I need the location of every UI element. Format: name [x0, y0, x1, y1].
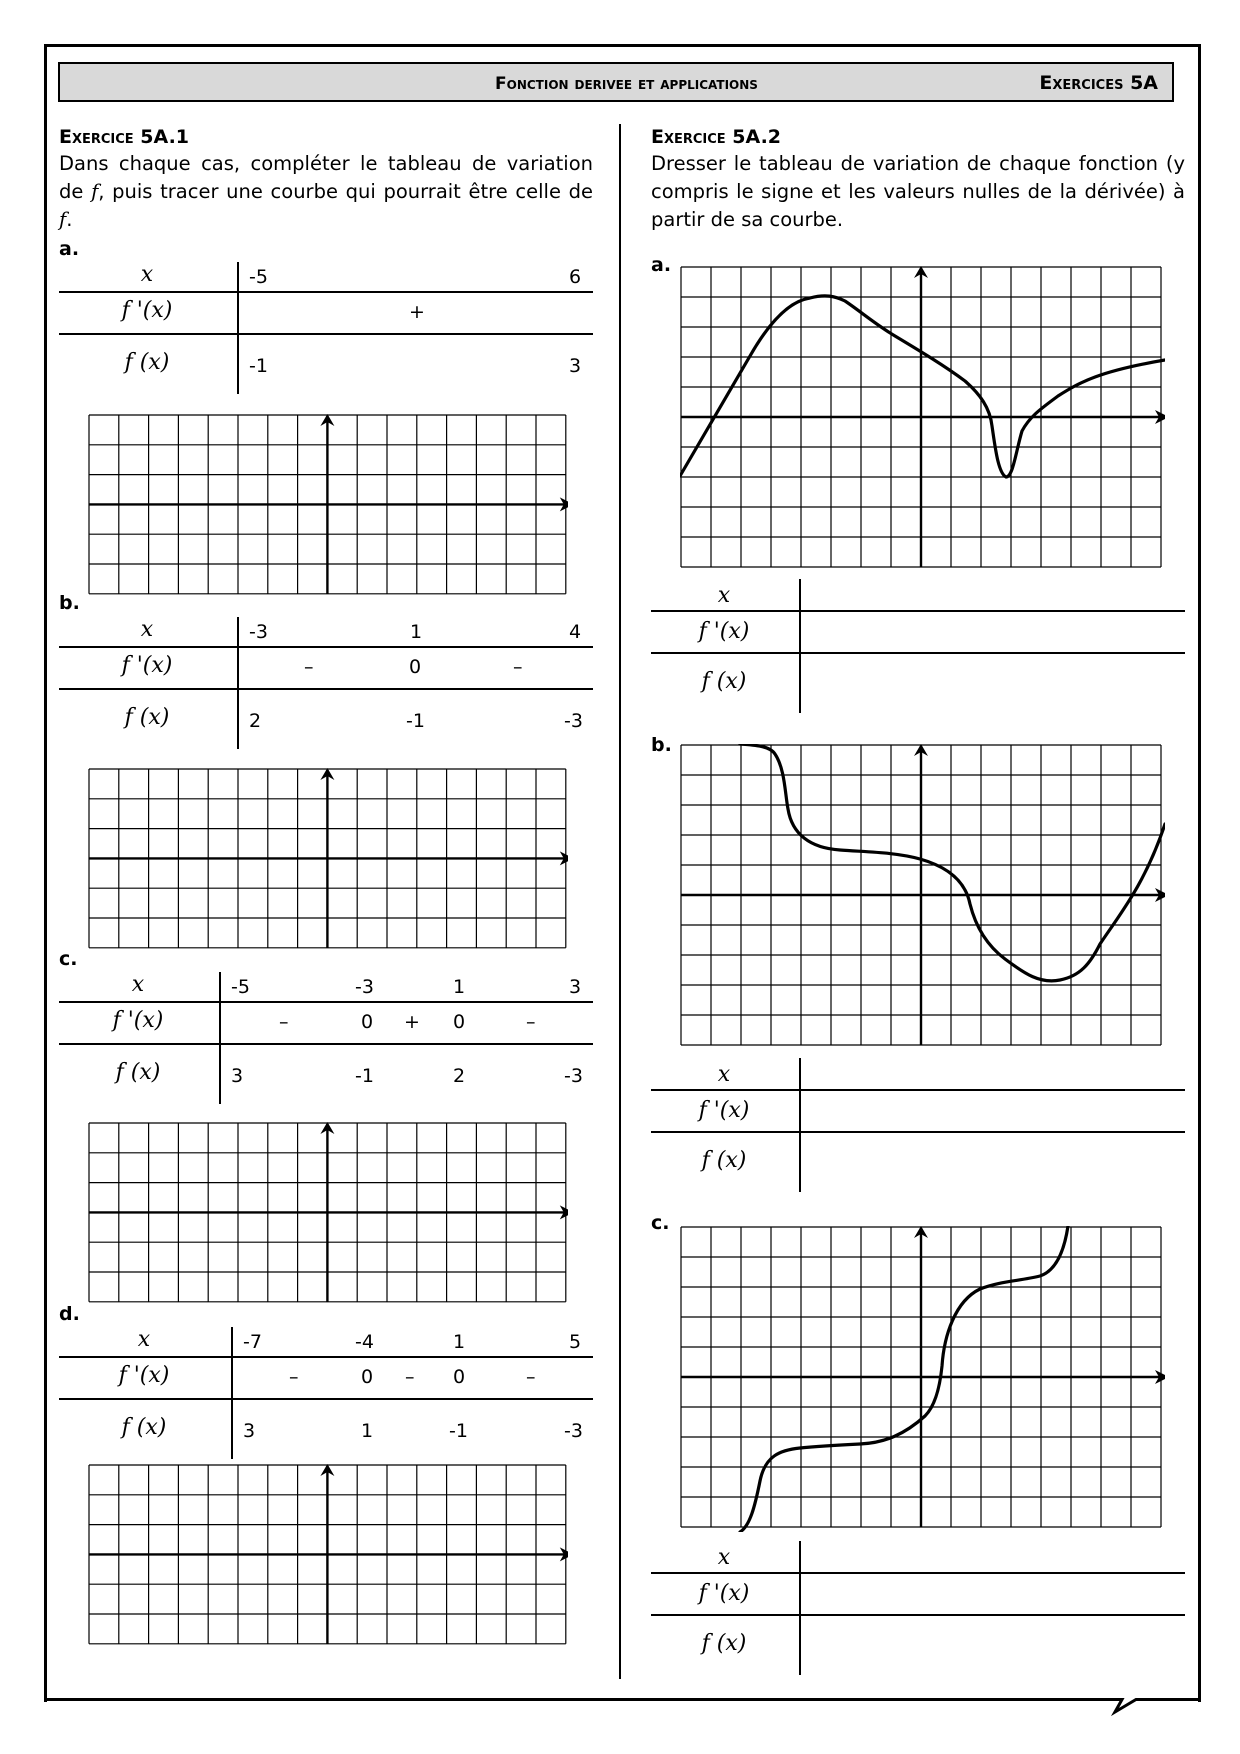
vt-x-header: x: [131, 972, 145, 997]
header-exercise-set: Exercices 5A: [1039, 72, 1158, 94]
header-title: Fonction derivee et applications: [495, 74, 758, 94]
vt-divider: [799, 1541, 801, 1675]
vt-fp-header: f '(x): [698, 619, 750, 644]
vt-f-value: 1: [361, 1420, 374, 1442]
vt-divider: [219, 972, 221, 1104]
blank-grid-1c[interactable]: [88, 1122, 568, 1304]
blank-grid-1a[interactable]: [88, 414, 568, 596]
vt-fp-header: f '(x): [698, 1098, 750, 1123]
vt-fp-header: f '(x): [121, 298, 173, 323]
vt-x-value: -5: [249, 266, 268, 288]
ex2-item-label-b: b.: [651, 734, 672, 756]
vt-fp-sign: +: [409, 301, 425, 323]
vt-divider: [799, 579, 801, 713]
vt-x-value: 4: [569, 621, 582, 643]
vt-fp-sign: 0: [453, 1366, 466, 1388]
vt-fp-sign: –: [289, 1366, 299, 1388]
vt-f-value: -3: [564, 1420, 583, 1442]
blank-grid-1d[interactable]: [88, 1464, 568, 1646]
vt-fp-header: f '(x): [698, 1581, 750, 1606]
vt-rule: [59, 333, 593, 335]
variation-table-1c: [59, 968, 593, 1104]
ex1-item-label-c: c.: [59, 948, 78, 970]
vt-x-value: -5: [231, 976, 250, 998]
ex1-item-label-b: b.: [59, 592, 80, 614]
instr-part: , puis tracer une courbe qui pourrait être celle de: [98, 180, 594, 203]
vt-rule: [651, 1572, 1185, 1574]
vt-f-value: -1: [355, 1065, 374, 1087]
vt-x-value: 3: [569, 976, 582, 998]
exercise-2-title: Exercice 5A.2: [651, 126, 782, 148]
vt-f-value: -1: [249, 355, 268, 377]
page-bottom-border: [44, 1698, 1198, 1718]
variation-table-2c: [651, 1541, 1185, 1675]
vt-rule: [651, 610, 1185, 612]
vt-x-value: -7: [243, 1331, 262, 1353]
vt-rule: [59, 1043, 593, 1045]
vt-rule: [651, 652, 1185, 654]
vt-rule: [651, 1131, 1185, 1133]
curve-graph-2b: [680, 744, 1165, 1050]
vt-fp-sign: 0: [409, 656, 422, 678]
column-divider: [619, 124, 621, 1679]
vt-divider: [799, 1058, 801, 1192]
curve-graph-2a: [680, 266, 1165, 572]
ex1-item-label-a: a.: [59, 238, 80, 260]
vt-fp-sign: 0: [453, 1011, 466, 1033]
vt-fp-sign: –: [304, 656, 314, 678]
vt-rule: [59, 1356, 593, 1358]
variation-table-2b: [651, 1058, 1185, 1192]
vt-x-header: x: [137, 1327, 151, 1352]
vt-fp-header: f '(x): [112, 1008, 164, 1033]
vt-fp-sign: –: [279, 1011, 289, 1033]
vt-rule: [59, 646, 593, 648]
vt-x-header: x: [140, 262, 154, 287]
vt-x-header: x: [717, 1545, 731, 1570]
vt-x-value: 1: [453, 1331, 466, 1353]
vt-f-value: -1: [449, 1420, 468, 1442]
vt-rule: [651, 1089, 1185, 1091]
vt-x-value: -3: [249, 621, 268, 643]
vt-x-value: 6: [569, 266, 582, 288]
vt-x-value: -4: [355, 1331, 374, 1353]
vt-f-value: -3: [564, 1065, 583, 1087]
vt-fp-sign: –: [526, 1011, 536, 1033]
header-bar: [58, 62, 1174, 102]
variation-table-2a: [651, 579, 1185, 713]
vt-fp-sign: +: [404, 1011, 420, 1033]
vt-x-header: x: [717, 583, 731, 608]
curve-graph-2c: [680, 1226, 1165, 1532]
variation-table-1a: [59, 258, 593, 394]
vt-f-value: 2: [249, 710, 262, 732]
vt-f-header: f (x): [701, 1148, 747, 1173]
vt-divider: [231, 1327, 233, 1459]
instr-part: Dans chaque cas, compléter le tableau de variation de: [59, 152, 593, 203]
vt-x-value: -3: [355, 976, 374, 998]
vt-x-header: x: [140, 617, 154, 642]
vt-f-value: 2: [453, 1065, 466, 1087]
vt-f-value: 3: [569, 355, 582, 377]
vt-f-header: f (x): [701, 669, 747, 694]
vt-fp-sign: –: [405, 1366, 415, 1388]
vt-divider: [237, 262, 239, 394]
vt-fp-header: f '(x): [118, 1363, 170, 1388]
vt-fp-sign: –: [526, 1366, 536, 1388]
ex2-item-label-c: c.: [651, 1212, 670, 1234]
ex1-item-label-d: d.: [59, 1303, 80, 1325]
vt-f-value: 3: [231, 1065, 244, 1087]
vt-rule: [59, 1001, 593, 1003]
instr-part-f: f: [91, 180, 99, 203]
vt-f-header: f (x): [124, 350, 170, 375]
vt-fp-sign: –: [513, 656, 523, 678]
vt-fp-sign: 0: [361, 1366, 374, 1388]
exercise-2-instructions: Dresser le tableau de variation de chaque fonction (y compris le signe et les valeurs nulles de la dérivée) à partir de sa courbe.: [651, 152, 1185, 231]
vt-rule: [59, 688, 593, 690]
vt-x-value: 1: [453, 976, 466, 998]
instr-part: .: [66, 208, 73, 231]
instr-part-f: f: [59, 208, 67, 231]
vt-f-header: f (x): [121, 1415, 167, 1440]
function-curve: [740, 1226, 1068, 1532]
vt-divider: [237, 617, 239, 749]
ex2-item-label-a: a.: [651, 254, 672, 276]
vt-fp-sign: 0: [361, 1011, 374, 1033]
vt-fp-header: f '(x): [121, 653, 173, 678]
vt-f-value: -3: [564, 710, 583, 732]
exercise-1-instructions: [59, 150, 593, 234]
variation-table-1d: [59, 1323, 593, 1459]
vt-f-value: -1: [406, 710, 425, 732]
variation-table-1b: [59, 613, 593, 749]
vt-f-header: f (x): [115, 1060, 161, 1085]
vt-x-header: x: [717, 1062, 731, 1087]
vt-f-header: f (x): [701, 1631, 747, 1656]
vt-x-value: 5: [569, 1331, 582, 1353]
vt-f-value: 3: [243, 1420, 256, 1442]
vt-rule: [651, 1614, 1185, 1616]
vt-rule: [59, 1398, 593, 1400]
blank-grid-1b[interactable]: [88, 768, 568, 950]
vt-rule: [59, 291, 593, 293]
vt-x-value: 1: [410, 621, 423, 643]
vt-f-header: f (x): [124, 705, 170, 730]
exercise-1-title: Exercice 5A.1: [59, 126, 190, 148]
